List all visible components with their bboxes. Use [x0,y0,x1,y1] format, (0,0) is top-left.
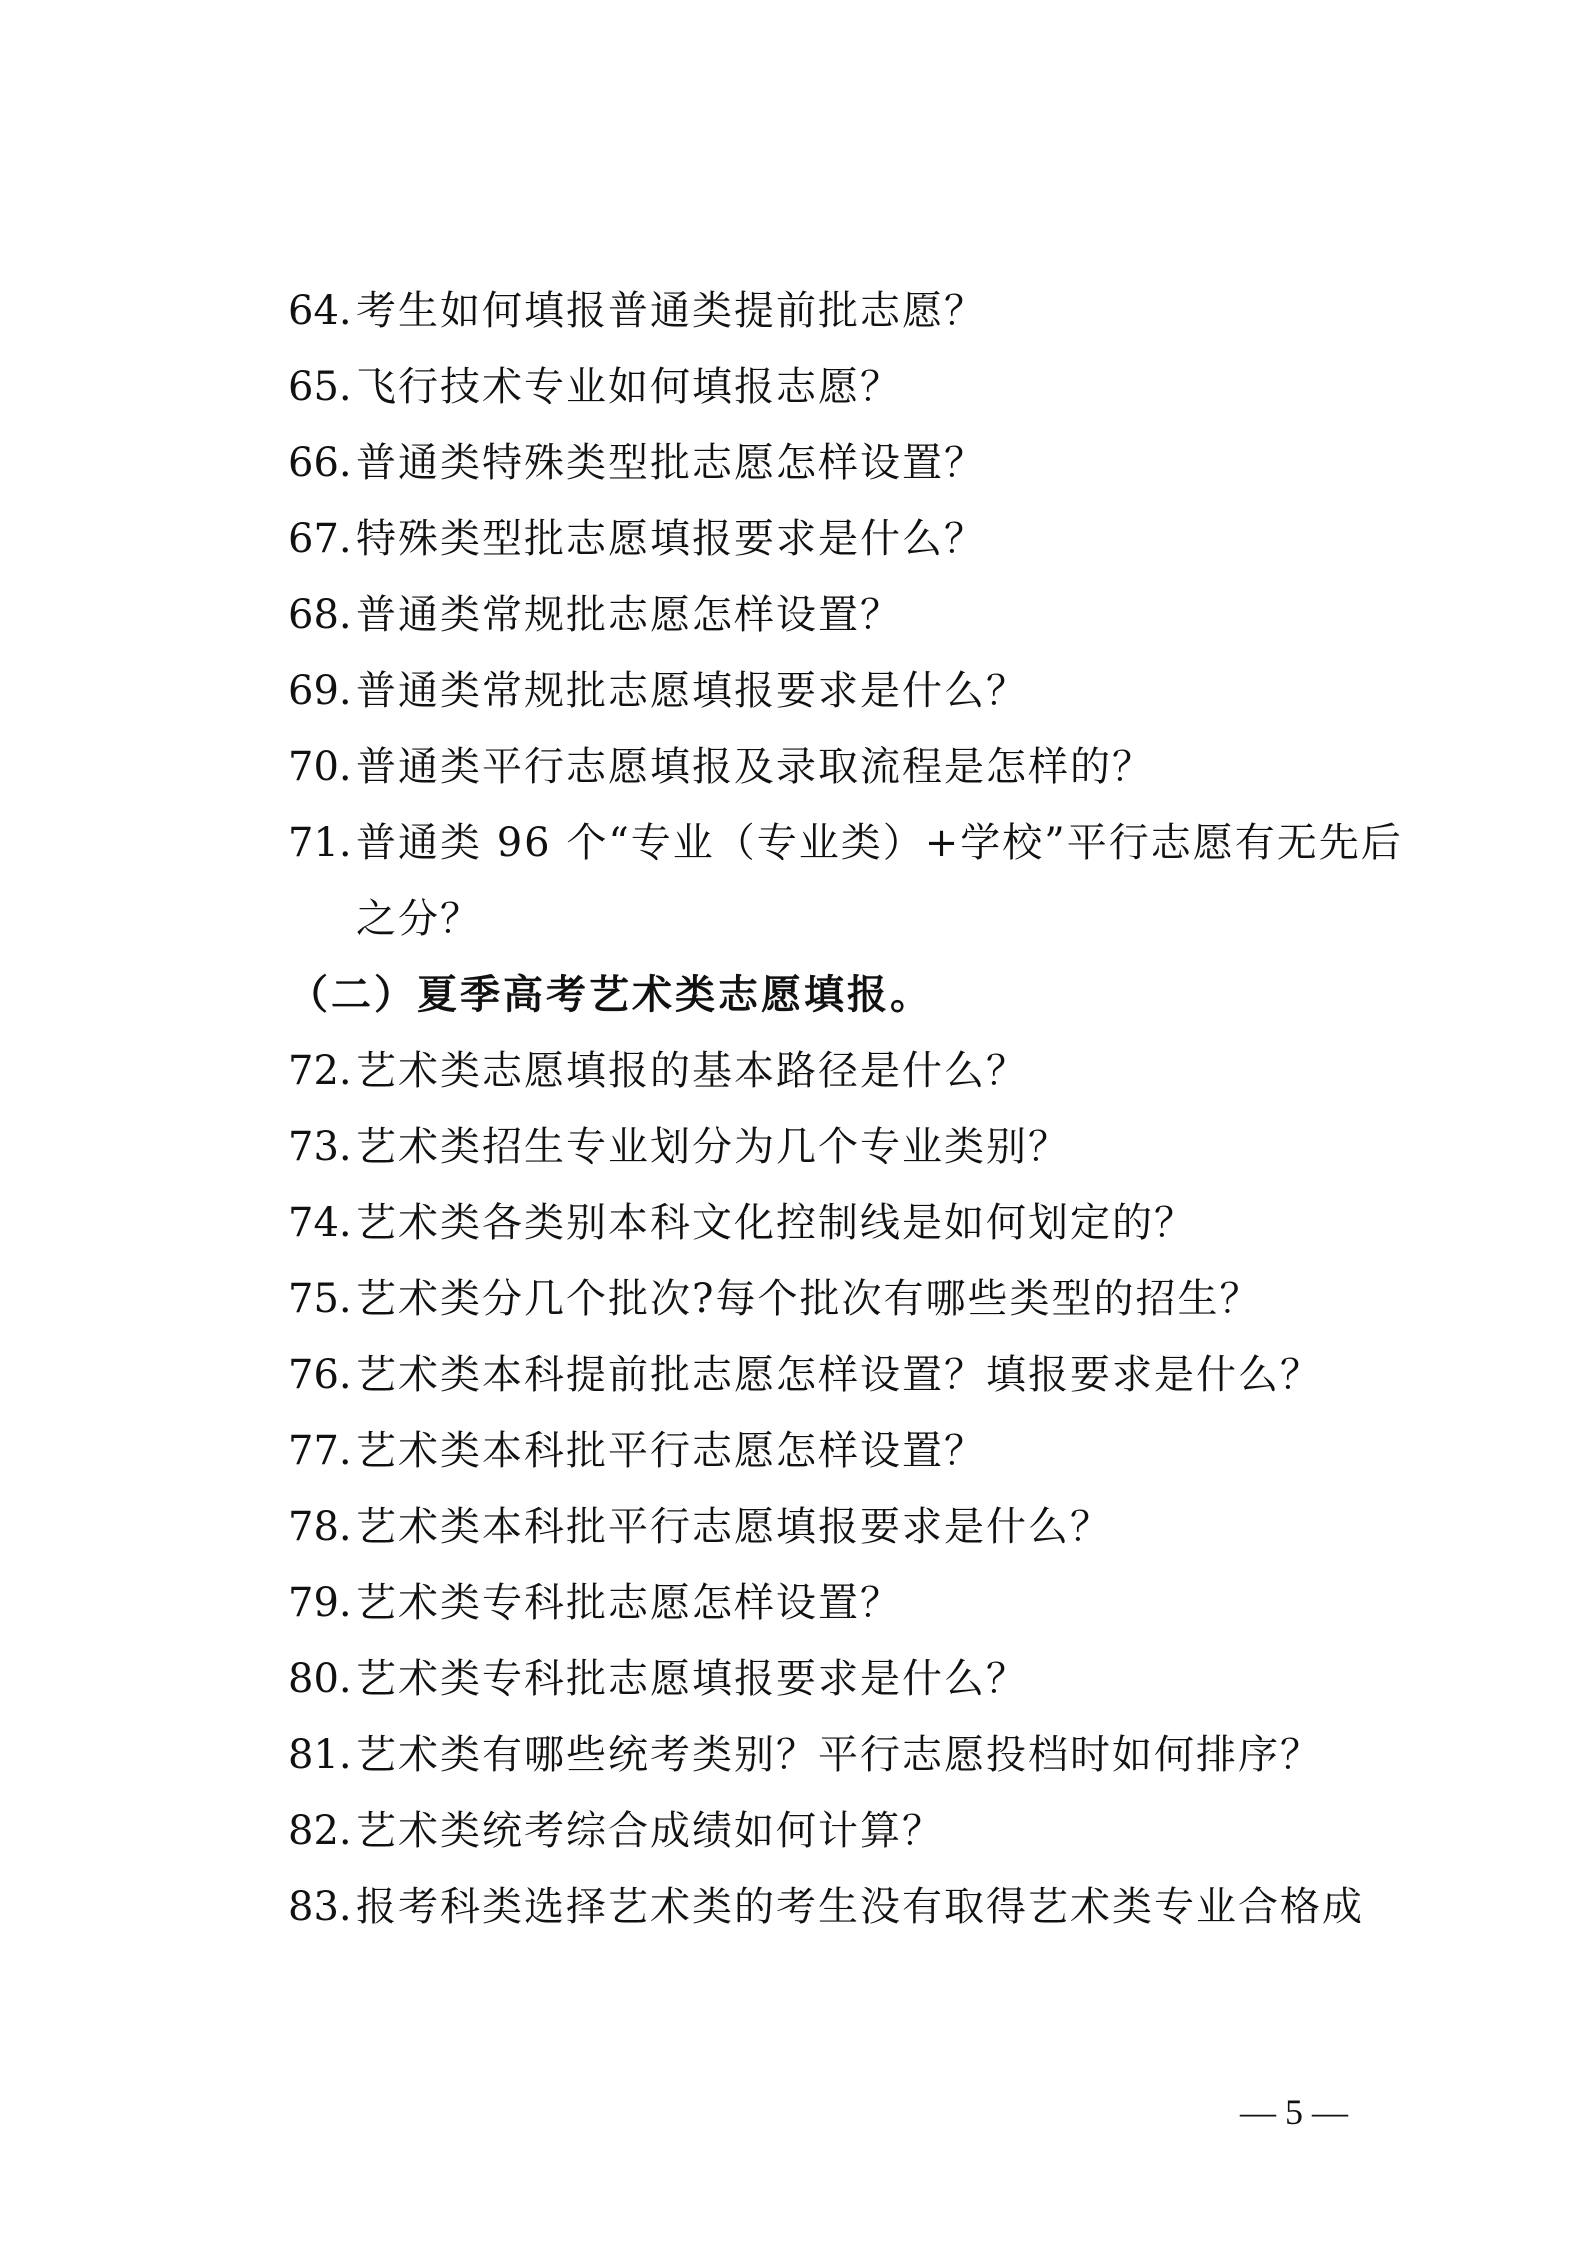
list-item [288,1192,1388,1268]
list-item-continuation: 之分？ [356,896,482,942]
list-item [288,508,1388,584]
item-text: 特殊类型批志愿填报要求是什么？ [356,516,986,562]
item-number: 69. [288,668,352,714]
item-number: 76. [288,1352,352,1398]
list-item [288,812,1403,888]
item-text: 普通类特殊类型批志愿怎样设置？ [356,440,986,486]
item-text: 艺术类招生专业划分为几个专业类别？ [356,1124,1070,1170]
item-text: 艺术类统考综合成绩如何计算？ [356,1808,944,1854]
list-item [288,1648,1388,1724]
item-text: 艺术类本科批平行志愿怎样设置？ [356,1428,986,1474]
item-number: 72. [288,1048,352,1094]
list-item [288,1800,1388,1876]
list-item [288,1344,1388,1420]
item-number: 82. [288,1808,352,1854]
page-number: — 5 — [1240,2092,1348,2132]
list-item [288,1040,1388,1116]
item-text: 艺术类各类别本科文化控制线是如何划定的？ [356,1200,1196,1246]
item-number: 68. [288,592,352,638]
list-item [288,1724,1388,1800]
item-number: 80. [288,1656,352,1702]
list-item [288,736,1388,812]
item-number: 70. [288,744,352,790]
list-item [288,280,1388,356]
item-text: 普通类常规批志愿填报要求是什么？ [356,668,1028,714]
list-item [288,1420,1388,1496]
item-number: 78. [288,1504,352,1550]
item-number: 83. [288,1884,352,1930]
list-item [288,432,1388,508]
item-number: 65. [288,364,352,410]
item-text: 艺术类有哪些统考类别？平行志愿投档时如何排序？ [356,1732,1322,1778]
item-text: 艺术类本科提前批志愿怎样设置？填报要求是什么？ [356,1352,1322,1398]
item-text: 艺术类专科批志愿怎样设置？ [356,1580,902,1626]
list-item [288,660,1388,736]
item-text: 艺术类分几个批次?每个批次有哪些类型的招生？ [356,1276,1262,1322]
item-number: 71. [288,820,352,866]
list-item [288,1572,1388,1648]
list-item [288,1268,1388,1344]
item-text: 考生如何填报普通类提前批志愿？ [356,288,986,334]
item-number: 74. [288,1200,352,1246]
list-item [288,356,1388,432]
question-list [288,280,1403,1952]
item-text: 飞行技术专业如何填报志愿？ [356,364,902,410]
item-number: 73. [288,1124,352,1170]
item-text: 普通类 96 个“专业（专业类）+学校”平行志愿有无先后 [356,820,1403,866]
item-text: 普通类平行志愿填报及录取流程是怎样的？ [356,744,1154,790]
list-item [288,1116,1388,1192]
item-text: 艺术类专科批志愿填报要求是什么？ [356,1656,1028,1702]
list-item [288,1496,1388,1572]
list-item [288,1876,1388,1952]
item-text: 报考科类选择艺术类的考生没有取得艺术类专业合格成 [356,1884,1364,1930]
list-item [288,584,1388,660]
item-text: 艺术类本科批平行志愿填报要求是什么？ [356,1504,1112,1550]
item-number: 75. [288,1276,352,1322]
item-number: 64. [288,288,352,334]
item-number: 66. [288,440,352,486]
item-text: 艺术类志愿填报的基本路径是什么？ [356,1048,1028,1094]
item-number: 81. [288,1732,352,1778]
item-text: 普通类常规批志愿怎样设置？ [356,592,902,638]
item-number: 67. [288,516,352,562]
item-number: 77. [288,1428,352,1474]
section-heading: （二）夏季高考艺术类志愿填报。 [288,971,933,1018]
item-number: 79. [288,1580,352,1626]
